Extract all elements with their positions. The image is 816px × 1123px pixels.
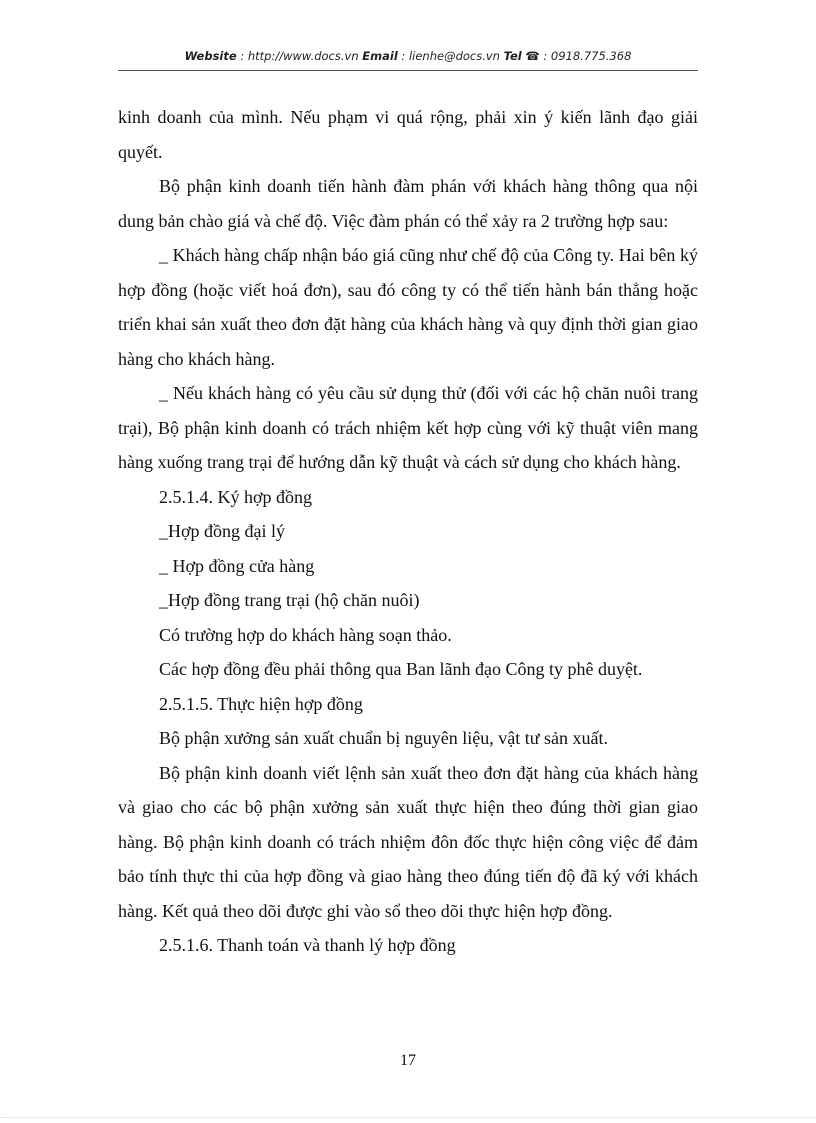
document-body [118, 100, 698, 963]
paragraph-case-accept: _ Khách hàng chấp nhận báo giá cũng như chế độ của Công ty. Hai bên ký hợp đồng (hoặc viết hoá đơn), sau đó công ty có thể tiến hành bán thẳng hoặc triển khai sản xuất theo đơn đặt hàng của khách hàng và quy định thời gian giao hàng cho khách hàng. [118, 245, 698, 369]
header-divider [118, 70, 698, 71]
section-heading-payment: 2.5.1.6. Thanh toán và thanh lý hợp đồng [159, 935, 456, 955]
tel-value: : 0918.775.368 [539, 49, 632, 63]
paragraph-continuation: kinh doanh của mình. Nếu phạm vi quá rộng, phải xin ý kiến lãnh đạo giải quyết. [118, 107, 698, 162]
list-item: _ Hợp đồng cửa hàng [159, 555, 315, 576]
section-heading-perform-contract: 2.5.1.5. Thực hiện hợp đồng [159, 693, 363, 714]
paragraph-materials: Bộ phận xưởng sản xuất chuẩn bị nguyên liệu, vật tư sản xuất. [159, 728, 608, 748]
list-item: _Hợp đồng trang trại (hộ chăn nuôi) [159, 590, 420, 610]
section-heading-sign-contract: 2.5.1.4. Ký hợp đồng [159, 486, 313, 507]
paragraph-case-trial: _ Nếu khách hàng có yêu cầu sử dụng thử (đối với các hộ chăn nuôi trang trại), Bộ phận kinh doanh có trách nhiệm kết hợp cùng với kỹ thuật viên mang hàng xuống trang trại để hướng dẫn kỹ thuật và cách sử dụng cho khách hàng. [118, 383, 698, 472]
page-header [120, 49, 696, 63]
bottom-divider [0, 1117, 816, 1118]
paragraph-drafted-by-customer: Có trường hợp do khách hàng soạn thảo. [159, 624, 452, 645]
paragraph-production-order: Bộ phận kinh doanh viết lệnh sản xuất theo đơn đặt hàng của khách hàng và giao cho các bộ phận xưởng sản xuất thực hiện theo đúng thời gian giao hàng. Bộ phận kinh doanh có trách nhiệm đôn đốc thực hiện công việc để đảm bảo tính thực thi của hợp đồng và giao hàng theo đúng tiến độ đã ký với khách hàng. Kết quả theo dõi được ghi vào sổ theo dõi thực hiện hợp đồng. [118, 762, 698, 921]
list-item: _Hợp đồng đại lý [159, 521, 286, 541]
website-value: : http://www.docs.vn [236, 49, 363, 63]
phone-icon: ☎ [525, 49, 540, 63]
website-label: Website [184, 49, 237, 63]
email-label: Email [362, 49, 398, 63]
paragraph-negotiation: Bộ phận kinh doanh tiến hành đàm phán với khách hàng thông qua nội dung bản chào giá và chế độ. Việc đàm phán có thể xảy ra 2 trường hợp sau: [118, 176, 698, 231]
tel-label: Tel [503, 49, 522, 63]
paragraph-approval: Các hợp đồng đều phải thông qua Ban lãnh đạo Công ty phê duyệt. [159, 659, 643, 679]
email-value: : lienhe@docs.vn [397, 49, 504, 63]
page-number: 17 [400, 1052, 416, 1069]
